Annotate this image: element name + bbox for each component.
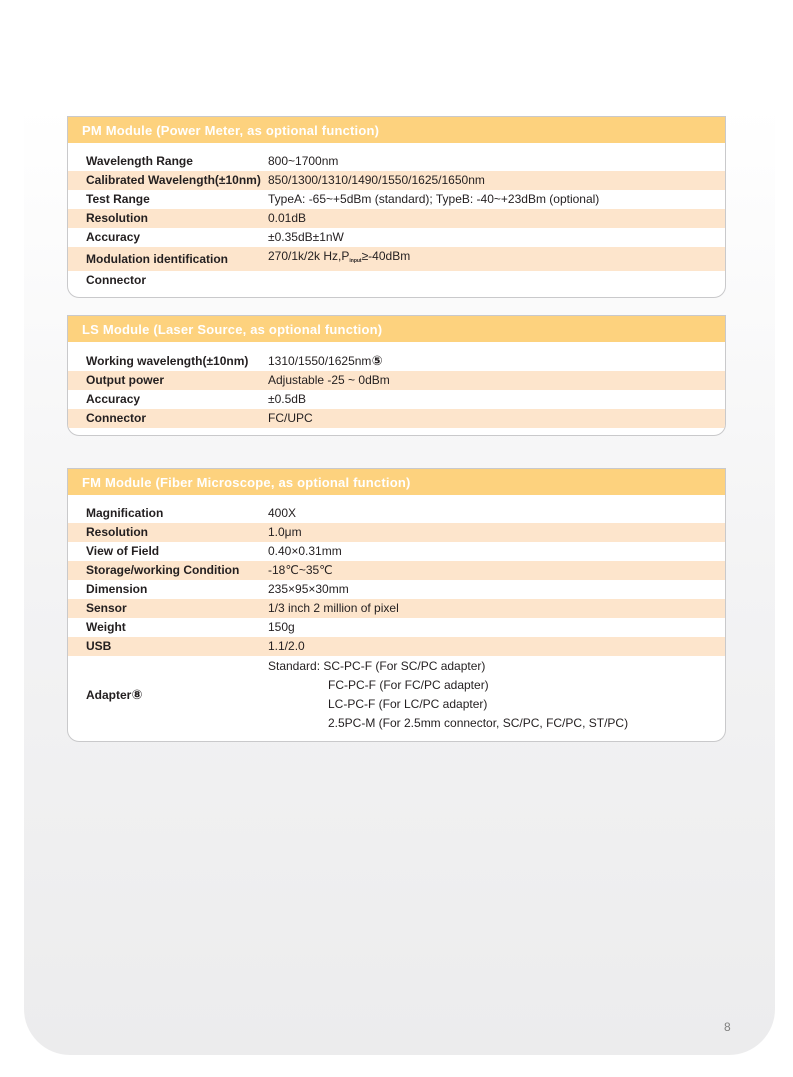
spec-row	[68, 371, 725, 390]
spec-value: 1.1/2.0	[268, 639, 305, 653]
value-text: 1310/1550/1625nm	[268, 354, 372, 368]
spec-label: Magnification	[86, 506, 164, 520]
adapter-value-list	[268, 657, 725, 733]
spec-label: Resolution	[86, 211, 148, 225]
spec-value	[268, 351, 725, 371]
spec-value: TypeA: -65~+5dBm (standard); TypeB: -40~+23dBm (optional)	[268, 192, 600, 206]
value-subscript: input	[349, 258, 362, 264]
spec-value: Adjustable -25 ~ 0dBm	[268, 373, 390, 387]
spec-row	[68, 152, 725, 171]
pm-module-table	[67, 116, 726, 298]
value-suffix: ≥-40dBm	[361, 249, 411, 263]
adapter-label: Adapter	[86, 688, 132, 702]
spec-label: Connector	[86, 411, 146, 425]
spec-row	[68, 228, 725, 247]
spec-label: Weight	[86, 620, 126, 634]
spec-label: Resolution	[86, 525, 148, 539]
spec-row	[68, 390, 725, 409]
spec-row	[68, 209, 725, 228]
spec-label	[68, 685, 268, 705]
spec-row	[68, 504, 725, 523]
adapter-line: LC-PC-F (For LC/PC adapter)	[328, 697, 488, 711]
spec-label: Calibrated Wavelength(±10nm)	[86, 173, 261, 187]
spec-value: -18℃~35℃	[268, 563, 333, 577]
spec-row	[68, 190, 725, 209]
spec-row	[68, 409, 725, 428]
footnote-mark: ⑧	[131, 687, 143, 702]
spec-label: Connector	[86, 273, 146, 287]
spec-row	[68, 599, 725, 618]
fm-module-title: FM Module (Fiber Microscope, as optional function)	[68, 469, 725, 495]
spec-row	[68, 247, 725, 271]
spec-value: 400X	[268, 506, 297, 520]
adapter-line: 2.5PC-M (For 2.5mm connector, SC/PC, FC/PC, ST/PC)	[328, 716, 629, 730]
footnote-mark: ⑤	[371, 353, 383, 368]
spec-label: Test Range	[86, 192, 150, 206]
page-number: 8	[724, 1020, 731, 1034]
spec-value: ±0.5dB	[268, 392, 306, 406]
spec-label: Working wavelength(±10nm)	[86, 353, 249, 368]
spec-row	[68, 171, 725, 190]
spec-label: Modulation identification	[86, 251, 228, 266]
spec-value: 850/1300/1310/1490/1550/1625/1650nm	[268, 173, 485, 187]
adapter-line: Standard: SC-PC-F (For SC/PC adapter)	[268, 659, 486, 673]
spec-row	[68, 523, 725, 542]
pm-module-title: PM Module (Power Meter, as optional function)	[68, 117, 725, 143]
spec-label: Accuracy	[86, 230, 141, 244]
spec-value: 1.0μm	[268, 525, 302, 539]
spec-value: 800~1700nm	[268, 154, 339, 168]
spec-row	[68, 580, 725, 599]
spec-value: 1/3 inch 2 million of pixel	[268, 601, 399, 615]
spec-value: FC/UPC	[268, 411, 313, 425]
spec-value: ±0.35dB±1nW	[268, 230, 344, 244]
spec-row	[68, 542, 725, 561]
ls-module-table	[67, 315, 726, 436]
fm-module-table	[67, 468, 726, 742]
spec-value	[268, 247, 725, 271]
spec-row	[68, 637, 725, 656]
spec-label: View of Field	[86, 544, 160, 558]
spec-label: Dimension	[86, 582, 148, 596]
adapter-line: FC-PC-F (For FC/PC adapter)	[328, 678, 489, 692]
adapter-row	[68, 656, 725, 734]
ls-module-title: LS Module (Laser Source, as optional function)	[68, 316, 725, 342]
spec-label: Sensor	[86, 601, 127, 615]
spec-label: Wavelength Range	[86, 154, 193, 168]
spec-row	[68, 561, 725, 580]
spec-value: 0.40×0.31mm	[268, 544, 342, 558]
spec-label: Output power	[86, 373, 164, 387]
spec-value: 150g	[268, 620, 295, 634]
spec-label: Storage/working Condition	[86, 563, 240, 577]
spec-row	[68, 351, 725, 371]
spec-row	[68, 618, 725, 637]
value-prefix: 270/1k/2k Hz,P	[268, 249, 350, 263]
spec-label: USB	[86, 639, 112, 653]
spec-value: 0.01dB	[268, 211, 307, 225]
spec-row	[68, 271, 725, 290]
spec-label: Accuracy	[86, 392, 141, 406]
spec-value: 235×95×30mm	[268, 582, 349, 596]
